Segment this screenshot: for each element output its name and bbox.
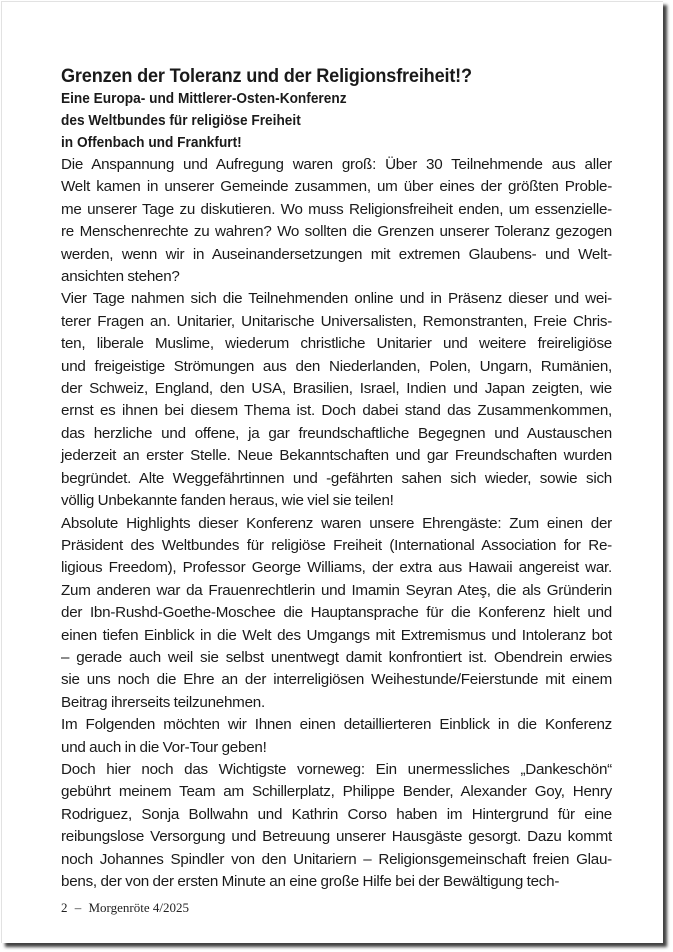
article-paragraph bbox=[61, 714, 612, 759]
publication-issue: Morgenröte 4/2025 bbox=[88, 900, 189, 915]
text-line: Vier Tage nahmen sich die Teilnehmenden online und in Präsenz dieser und wei- bbox=[61, 290, 612, 308]
text-line: Zum anderen war da Frauenrechtlerin und Imamin Seyran Ateş, die als Gründerin bbox=[61, 581, 612, 599]
article-paragraph bbox=[61, 513, 612, 715]
text-line: das herzliche und offene, ja gar freundschaftliche Begegnen und Austauschen bbox=[61, 424, 612, 442]
text-line: der Schweiz, England, den USA, Brasilien, Israel, Indien und Japan zeigten, wie bbox=[61, 380, 612, 398]
text-line: begründet. Alte Weggefährtinnen und -gefährten sahen sich wieder, sowie sich bbox=[61, 469, 612, 487]
page-number: 2 bbox=[61, 900, 68, 915]
text-line: – gerade auch weil sie selbst unentwegt damit konfrontiert ist. Obendrein erwies bbox=[61, 648, 612, 666]
text-line: me unserer Tage zu diskutieren. Wo muss Religionsfreiheit enden, um essenzielle- bbox=[61, 200, 612, 218]
text-line: ansichten stehen? bbox=[61, 268, 180, 286]
article-title: Grenzen der Toleranz und der Religionsfreiheit!? bbox=[61, 65, 472, 87]
text-line: noch Johannes Spindler von den Unitariern – Religionsgemeinschaft freien Glau- bbox=[61, 850, 612, 868]
article bbox=[61, 64, 612, 893]
text-line: werden, wenn wir in Auseinandersetzungen mit extremen Glaubens- und Welt- bbox=[61, 245, 612, 263]
article-subtitle bbox=[61, 88, 612, 154]
text-line: sie uns noch die Ehre an der interreligiösen Weihestunde/Feierstunde mit einem bbox=[61, 671, 612, 689]
text-line: Welt kamen in unserer Gemeinde zusammen, um über eines der größten Proble- bbox=[61, 178, 612, 196]
text-line: ten, liberale Muslime, wiederum christliche Unitarier und weitere freireligiöse bbox=[61, 335, 612, 353]
subtitle-line: in Offenbach und Frankfurt! bbox=[61, 134, 242, 151]
text-line: und freigeistige Strömungen aus den Niederlanden, Polen, Ungarn, Rumänien, bbox=[61, 357, 612, 375]
footer-separator: – bbox=[74, 900, 82, 915]
text-line: einen tiefen Einblick in die Welt des Umgangs mit Extremismus und Intoleranz bot bbox=[61, 626, 612, 644]
text-line: jederzeit an erster Stelle. Neue Bekanntschaften und gar Freundschaften wurden bbox=[61, 447, 612, 465]
text-line: der Ibn-Rushd-Goethe-Moschee die Hauptansprache für die Konferenz hielt und bbox=[61, 604, 612, 622]
text-line: Beitrag ihrerseits teilzunehmen. bbox=[61, 693, 265, 711]
text-line: terer Fragen an. Unitarier, Unitarische Universalisten, Remonstranten, Freie Chris- bbox=[61, 312, 612, 330]
text-line: Im Folgenden möchten wir Ihnen einen detaillierteren Einblick in die Konferenz bbox=[61, 716, 612, 734]
text-line: Doch hier noch das Wichtigste vorneweg: Ein unermessliches „Dankeschön“ bbox=[61, 760, 612, 778]
text-line: Absolute Highlights dieser Konferenz waren unsere Ehrengäste: Zum einen der bbox=[61, 514, 612, 532]
text-line: Die Anspannung und Aufregung waren groß: Über 30 Teilnehmende aus aller bbox=[61, 156, 612, 173]
text-line: Rodriguez, Sonja Bollwahn und Kathrin Corso haben im Hintergrund für eine bbox=[61, 805, 612, 823]
text-line: Präsident des Weltbundes für religiöse Freiheit (International Association for Re- bbox=[61, 536, 612, 554]
text-line: und auch in die Vor-Tour geben! bbox=[61, 738, 267, 756]
article-paragraph bbox=[61, 759, 612, 893]
text-line: ernst es ihnen bei diesem Thema ist. Doch dabei stand das Zusammenkommen, bbox=[61, 402, 612, 420]
text-line: re Menschenrechte zu wahren? Wo sollten die Grenzen unserer Toleranz gezogen bbox=[61, 223, 612, 241]
text-line: reibungslose Versorgung und Betreuung unserer Hausgäste gesorgt. Dazu kommt bbox=[61, 828, 612, 846]
article-body bbox=[61, 154, 612, 893]
page-footer bbox=[61, 900, 189, 916]
subtitle-line: des Weltbundes für religiöse Freiheit bbox=[61, 112, 301, 129]
subtitle-line: Eine Europa- und Mittlerer-Osten-Konferenz bbox=[61, 90, 347, 107]
text-line: bens, der von der ersten Minute an eine große Hilfe bei der Bewältigung tech- bbox=[61, 873, 560, 890]
text-line: völlig Unbekannte fanden heraus, wie viel sie teilen! bbox=[61, 492, 394, 510]
article-paragraph bbox=[61, 154, 612, 288]
text-line: ligious Freedom), Professor George Williams, der extra aus Hawaii angereist war. bbox=[61, 559, 612, 577]
article-paragraph bbox=[61, 288, 612, 512]
document-page bbox=[1, 1, 663, 943]
text-line: gebührt meinem Team am Schillerplatz, Philippe Bender, Alexander Goy, Henry bbox=[61, 783, 612, 801]
